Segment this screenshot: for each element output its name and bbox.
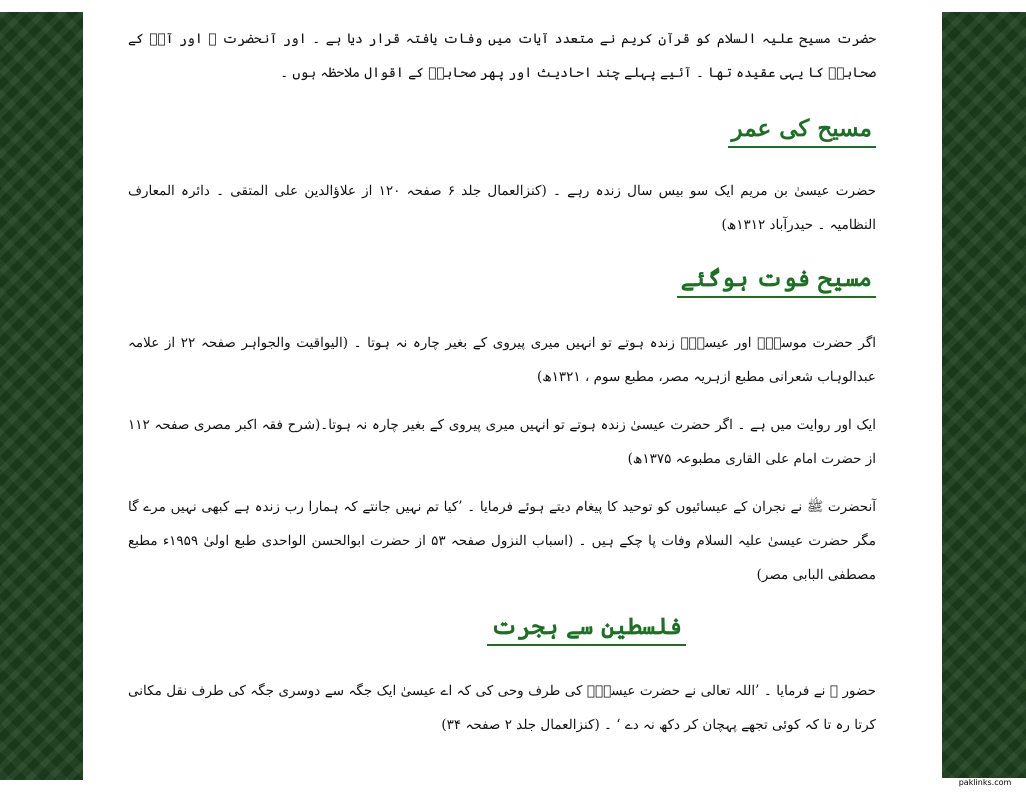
site-credit: paklinks.com [958,778,1012,787]
right-decorative-border [942,12,1026,778]
left-decorative-border [0,12,83,780]
heading-messiah-died [128,264,876,298]
death-paragraph-2: ایک اور روایت میں ہے ۔ اگر حضرت عیسیٰ زندہ ہوتے تو انہیں میری پیروی کے بغیر چارہ نہ ہوتا۔(شرح فقہ اکبر مصری صفحہ ۱۱۲ از حضرت امام علی القاری مطبوعہ ۱۳۷۵ھ) [128,417,876,467]
heading-migration [128,612,876,646]
death-paragraph-3: آنحضرت ﷺ نے نجران کے عیسائیوں کو توحید کا پیغام دیتے ہوئے فرمایا ۔ ’کیا تم نہیں جانتے کہ ہمارا رب زندہ ہے کبھی نہیں مرے گا مگر حضرت عیسیٰ علیہ السلام وفات پا چکے ہیں ۔ (اسباب النزول صفحہ ۵۳ از حضرت ابوالحسن الواحدی طبع اولیٰ ۱۹۵۹ء مطبع مصطفی البابی مصر) [128,499,876,583]
heading-age-of-messiah [128,114,876,148]
death-paragraph-1: اگر حضرت موسیٰؑ اور عیسیٰؑ زندہ ہوتے تو انہیں میری پیروی کے بغیر چارہ نہ ہوتا ۔ (الیواقیت والجواہر صفحہ ۲۲ از علامہ عبدالوہاب شعرانی مطبع ازہریہ مصر، مطبع سوم ، ۱۳۲۱ھ) [128,335,877,385]
heading-migration-text: فلسطین سے ہجرت [487,612,686,646]
age-paragraph: حضرت عیسیٰ بن مریم ایک سو بیس سال زندہ رہے ۔ (کنزالعمال جلد ۶ صفحہ ۱۲۰ از علاؤالدین علی المتقی ۔ دائرہ المعارف النظامیہ ۔ حیدرآباد ۱۳۱۲ھ) [128,183,876,233]
intro-paragraph: حضرت مسیح علیہ السلام کو قرآن کریم نے متعدد آیات میں وفات یافتہ قرار دیا ہے ۔ اور آنحضرت ﷺ اور آپؐ کے صحابہؓ کا یہی عقیدہ تھا ۔ آئیے پہلے چند احادیث اور پھر صحابہؓ کے اقوال ملاحظہ ہوں ۔ [128,31,876,81]
migration-paragraph: حضور ﷺ نے فرمایا ۔ ’اللہ تعالی نے حضرت عیسیٰؑ کی طرف وحی کی کہ اے عیسیٰ ایک جگہ سے دوسری جگہ کی طرف نقل مکانی کرتا رہ تا کہ کوئی تجھے پہچان کر دکھ نہ دے ‘ ۔ (کنزالعمال جلد ۲ صفحہ ۳۴) [128,683,876,733]
article-content [128,22,876,742]
heading-died-text: مسیح فوت ہوگئے [677,264,876,298]
heading-age-text: مسیح کی عمر [728,114,876,148]
